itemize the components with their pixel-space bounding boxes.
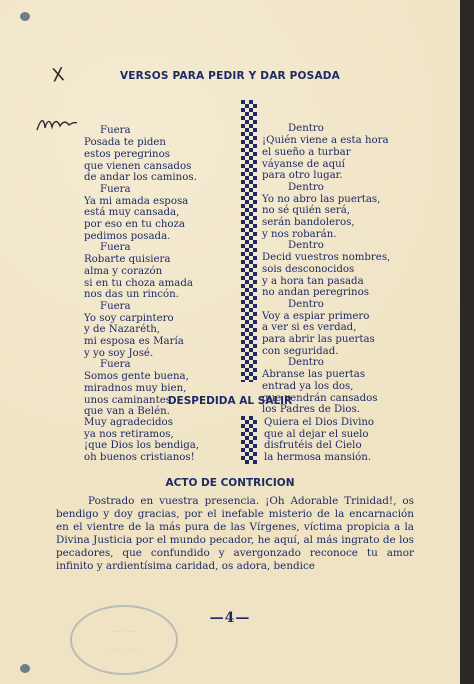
handwritten-x-mark: X [50,64,66,87]
speaker-label: Fuera [100,300,131,312]
verse-stanza: Ya mi amada esposa está muy cansada, por eso en tu choza pedimos posada. [84,195,189,242]
speaker-label: Dentro [288,357,324,369]
speaker-label: Fuera [100,359,131,371]
binding-hole-bottom [20,664,30,673]
speaker-label: Dentro [288,123,324,135]
contricion-paragraph [56,495,414,574]
speaker-label: Dentro [288,181,324,193]
pedir-left-column [84,102,197,430]
ornamental-divider [241,100,257,382]
section-title-contricion: ACTO DE CONTRICION [165,477,295,489]
pedir-right-column [262,100,390,428]
binding-hole-top [20,12,30,21]
verse-stanza: Abranse las puertas entrad ya los dos, que vendrán cansados los Padres de Dios. [262,369,378,416]
ornamental-divider-small [241,416,257,464]
verse-stanza: ¡Quién viene a esta hora el sueño a turbar váyanse de aquí para otro lugar. [262,135,389,182]
verse-stanza: Yo no abro las puertas, no sé quién será, serán bandoleros, y nos robarán. [262,193,381,240]
section-title-versos: VERSOS PARA PEDIR Y DAR POSADA [119,70,341,82]
speaker-label: Fuera [100,242,131,254]
section-title-despedida: DESPEDIDA AL SALIR [167,395,293,407]
verse-stanza: Decid vuestros nombres, sois desconocidos y a hora tan pasada no andan peregrinos [262,252,391,299]
despedida-right-stanza: Quiera el Dios Divino que al dejar el suelo disfrutéis del Cielo la hermosa mansión. [264,417,375,464]
despedida-left-stanza: Muy agradecidos ya nos retiramos, ¡que Dios los bendiga, oh buenos cristianos! [84,417,200,464]
verse-stanza: Posada te piden estos peregrinos que vienen cansados de andar los caminos. [84,137,197,184]
handwritten-scribble [35,114,79,134]
speaker-label: Fuera [100,125,131,137]
library-stamp: · · · · · · · · · · · · · · · · · · [70,605,178,675]
speaker-label: Dentro [288,240,324,252]
speaker-label: Dentro [288,298,324,310]
verse-stanza: Robarte quisiera alma y corazón si en tu choza amada nos das un rincón. [84,254,193,301]
page-number: —4— [209,610,251,626]
verse-stanza: Yo soy carpintero y de Nazaréth, mi esposa es María y yo soy José. [84,312,184,359]
speaker-label: Fuera [100,183,131,195]
verse-stanza: Voy a espiar primero a ver si es verdad, para abrir las puertas con seguridad. [262,310,375,357]
contricion-text: Postrado en vuestra presencia. ¡Oh Adorable Trinidad!, os bendigo y doy gracias, por el inefable misterio de la encarnación en el vientre de la más pura de las Vírgenes, víctima propicia a la Divina Justicia por el mundo pecador, he aquí, al más ingrato de los pecadores, que confundido y avergonzado reconoce tu amor infinito y ardientísima caridad, os adora, bendice [56,495,414,573]
verse-stanza: Somos gente buena, miradnos muy bien, unos caminantes que van a Belén. [84,371,189,418]
